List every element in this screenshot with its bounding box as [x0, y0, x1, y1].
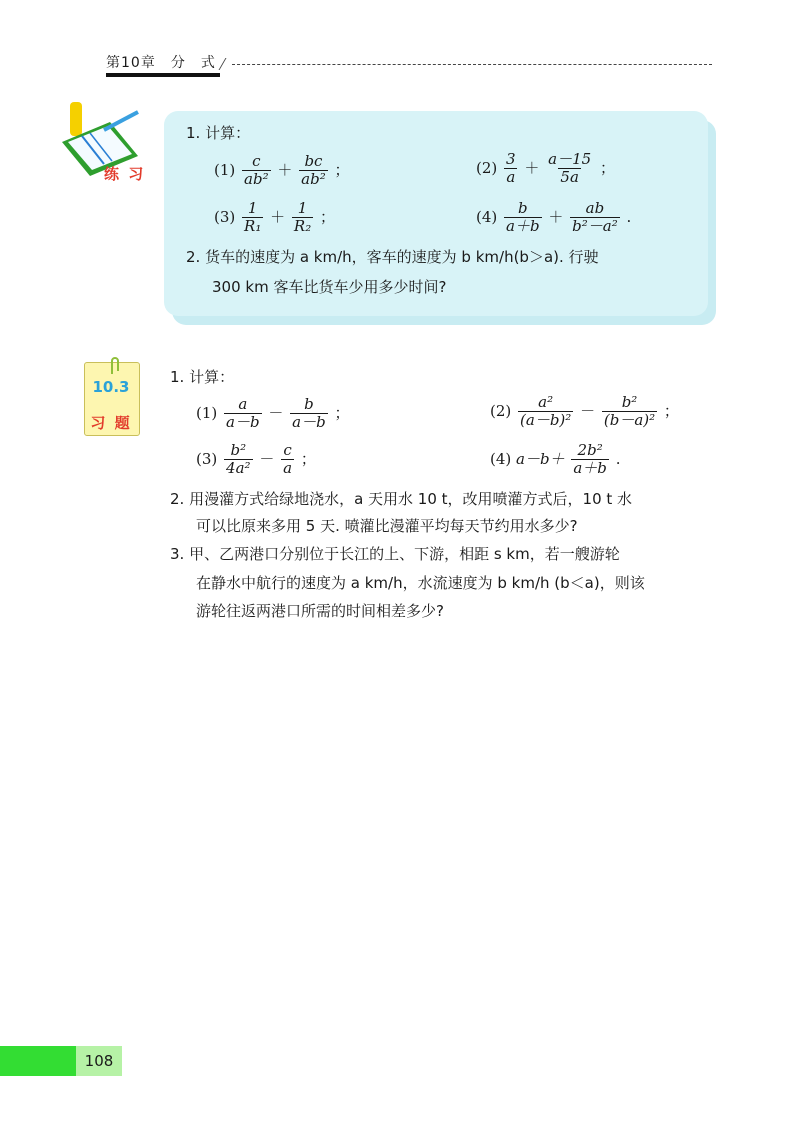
practice-q2-line1: 2. 货车的速度为 a km/h，客车的速度为 b km/h(b＞a). 行驶 [186, 248, 599, 266]
exercise-badge-number: 10.3 [92, 378, 130, 396]
numerator: c [283, 441, 292, 459]
practice-item-4 [476, 200, 631, 236]
header-underline [106, 73, 220, 77]
exercise-item-2 [490, 394, 679, 430]
numerator: ab [585, 199, 605, 217]
terminator: ； [334, 403, 350, 422]
fraction [504, 151, 518, 187]
numerator: b² [621, 393, 638, 411]
item-label: (3) [214, 207, 236, 226]
operator: ＋ [548, 207, 564, 226]
numerator: 1 [297, 199, 308, 217]
exercise-item-1 [196, 396, 350, 432]
denominator: ab² [301, 170, 326, 189]
numerator: bc [304, 152, 323, 170]
header-dashed-rule [232, 64, 712, 65]
numerator: b [304, 395, 314, 413]
denominator: a＋b [506, 217, 540, 236]
terminator: . [615, 449, 621, 468]
terminator: ； [320, 207, 336, 226]
item-label: (2) [476, 158, 498, 177]
item-label: (4) [490, 449, 512, 468]
fraction [299, 153, 328, 189]
paperclip-icon [108, 356, 122, 376]
denominator: a＋b [573, 459, 607, 478]
terminator: ； [599, 158, 615, 177]
exercise-badge-label: 习 题 [90, 414, 132, 432]
denominator: 4a² [226, 459, 251, 478]
denominator: a－b [226, 413, 260, 432]
fraction [546, 151, 593, 187]
fraction [242, 200, 263, 236]
exercise-q3-line1: 3. 甲、乙两港口分别位于长江的上、下游，相距 s km，若一艘游轮 [170, 545, 620, 563]
denominator: a [506, 168, 516, 187]
practice-item-2 [476, 151, 615, 187]
denominator: R₁ [244, 217, 262, 236]
operator: ＋ [524, 158, 540, 177]
numerator: a [238, 395, 248, 413]
exercise-q3-line3: 游轮往返两港口所需的时间相差多少? [196, 602, 444, 620]
exercise-item-4 [490, 442, 620, 478]
operator: ＋ [270, 207, 286, 226]
fraction [281, 442, 294, 478]
practice-item-3 [214, 200, 335, 236]
item-label: (3) [196, 449, 218, 468]
exercise-item-3 [196, 442, 316, 478]
exercise-q2-line1: 2. 用漫灌方式给绿地浇水，a 天用水 10 t，改用喷灌方式后，10 t 水 [170, 490, 633, 508]
denominator: (a－b)² [520, 411, 572, 430]
chapter-header: 第10章 分 式 [106, 55, 216, 71]
fraction [224, 442, 253, 478]
numerator: 1 [247, 199, 258, 217]
denominator: 5a [560, 168, 579, 187]
fraction [518, 394, 573, 430]
exercise-q3-line2: 在静水中航行的速度为 a km/h，水流速度为 b km/h (b＜a)，则该 [196, 574, 645, 592]
practice-item-1 [214, 153, 350, 189]
fraction [571, 442, 609, 478]
numerator: c [252, 152, 261, 170]
operator: － [268, 403, 284, 422]
operator: ＋ [277, 160, 293, 179]
practice-badge-label: 练 习 [104, 165, 146, 183]
numerator: 3 [506, 150, 516, 168]
practice-q2-line2: 300 km 客车比货车少用多少时间? [212, 278, 447, 296]
numerator: a－15 [548, 150, 592, 168]
fraction [570, 200, 620, 236]
numerator: b² [230, 441, 247, 459]
terminator: ； [334, 160, 350, 179]
item-label: (4) [476, 207, 498, 226]
fraction [504, 200, 542, 236]
fraction [242, 153, 271, 189]
page-number: 108 [76, 1046, 122, 1076]
item-label: (2) [490, 401, 512, 420]
numerator: 2b² [577, 441, 603, 459]
item-label: (1) [214, 160, 236, 179]
operator: － [580, 401, 596, 420]
expression-prefix: a－b＋ [516, 449, 565, 468]
terminator: . [626, 207, 632, 226]
denominator: a [283, 459, 293, 478]
denominator: R₂ [293, 217, 312, 236]
item-label: (1) [196, 403, 218, 422]
numerator: b [518, 199, 528, 217]
practice-q1-label: 1. 计算： [186, 124, 251, 142]
denominator: a－b [292, 413, 326, 432]
terminator: ； [300, 449, 316, 468]
fraction [290, 396, 328, 432]
fraction [602, 394, 657, 430]
operator: － [259, 449, 275, 468]
denominator: ab² [244, 170, 269, 189]
exercise-q2-line2: 可以比原来多用 5 天. 喷灌比漫灌平均每天节约用水多少? [196, 517, 578, 535]
denominator: b²－a² [572, 217, 618, 236]
numerator: a² [538, 393, 554, 411]
terminator: ； [663, 401, 679, 420]
fraction [224, 396, 262, 432]
exercise-q1-label: 1. 计算： [170, 368, 235, 386]
fraction [292, 200, 313, 236]
denominator: (b－a)² [603, 411, 656, 430]
